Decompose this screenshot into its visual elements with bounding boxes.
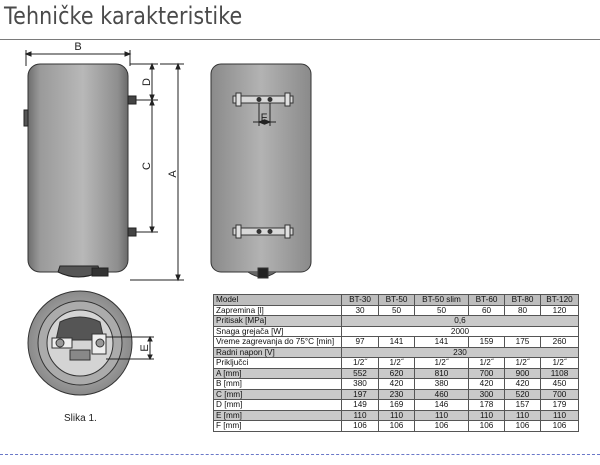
value-cell: 900 bbox=[505, 368, 541, 379]
figure-caption: Slika 1. bbox=[64, 413, 97, 424]
value-cell: 700 bbox=[541, 389, 579, 400]
value-cell: 380 bbox=[415, 379, 469, 390]
dim-label-b: B bbox=[74, 41, 82, 53]
row-label: B [mm] bbox=[214, 379, 342, 390]
value-cell: 146 bbox=[415, 400, 469, 411]
value-cell: 1/2˝ bbox=[415, 358, 469, 369]
table-body bbox=[214, 305, 579, 431]
row-label: Radni napon [V] bbox=[214, 347, 342, 358]
value-cell: 810 bbox=[415, 368, 469, 379]
value-cell: 1108 bbox=[541, 368, 579, 379]
table-row bbox=[214, 421, 579, 432]
value-cell: 1/2˝ bbox=[541, 358, 579, 369]
value-cell: 141 bbox=[415, 337, 469, 348]
value-cell: 157 bbox=[505, 400, 541, 411]
bottom-view bbox=[28, 291, 132, 395]
value-cell: 450 bbox=[541, 379, 579, 390]
value-cell: 50 bbox=[415, 305, 469, 316]
dim-label-e: E bbox=[139, 344, 151, 352]
page-cut-line bbox=[0, 454, 600, 455]
value-cell: 106 bbox=[505, 421, 541, 432]
value-cell: 106 bbox=[469, 421, 505, 432]
merged-value-cell: 2000 bbox=[342, 326, 579, 337]
value-cell: 460 bbox=[415, 389, 469, 400]
dim-label-d: D bbox=[141, 78, 153, 86]
value-cell: 110 bbox=[469, 410, 505, 421]
value-cell: 420 bbox=[505, 379, 541, 390]
table-row bbox=[214, 347, 579, 358]
table-row bbox=[214, 358, 579, 369]
value-cell: 300 bbox=[469, 389, 505, 400]
model-col-header: BT-120 bbox=[541, 295, 579, 306]
value-cell: 159 bbox=[469, 337, 505, 348]
value-cell: 80 bbox=[505, 305, 541, 316]
value-cell: 106 bbox=[541, 421, 579, 432]
dim-label-a: A bbox=[167, 170, 179, 178]
row-label: Priključci bbox=[214, 358, 342, 369]
value-cell: 1/2˝ bbox=[342, 358, 379, 369]
table-row bbox=[214, 389, 579, 400]
model-col-header: BT-50 bbox=[379, 295, 415, 306]
table-row bbox=[214, 368, 579, 379]
side-view bbox=[24, 50, 184, 280]
value-cell: 120 bbox=[541, 305, 579, 316]
value-cell: 620 bbox=[379, 368, 415, 379]
value-cell: 106 bbox=[379, 421, 415, 432]
value-cell: 1/2˝ bbox=[505, 358, 541, 369]
value-cell: 197 bbox=[342, 389, 379, 400]
value-cell: 50 bbox=[379, 305, 415, 316]
value-cell: 149 bbox=[342, 400, 379, 411]
value-cell: 110 bbox=[541, 410, 579, 421]
dim-label-f: F bbox=[260, 112, 268, 124]
value-cell: 230 bbox=[379, 389, 415, 400]
value-cell: 97 bbox=[342, 337, 379, 348]
row-label: Pritisak [MPa] bbox=[214, 316, 342, 327]
table-row bbox=[214, 337, 579, 348]
header-label: Model bbox=[214, 295, 342, 306]
value-cell: 179 bbox=[541, 400, 579, 411]
row-label: Vreme zagrevanja do 75°C [min] bbox=[214, 337, 342, 348]
value-cell: 169 bbox=[379, 400, 415, 411]
dim-label-c: C bbox=[141, 162, 153, 170]
model-col-header: BT-60 bbox=[469, 295, 505, 306]
model-col-header: BT-50 slim bbox=[415, 295, 469, 306]
value-cell: 1/2˝ bbox=[469, 358, 505, 369]
page-title: Tehničke karakteristike bbox=[4, 2, 243, 30]
value-cell: 552 bbox=[342, 368, 379, 379]
merged-value-cell: 0,6 bbox=[342, 316, 579, 327]
value-cell: 1/2˝ bbox=[379, 358, 415, 369]
model-col-header: BT-30 bbox=[342, 295, 379, 306]
table-row bbox=[214, 305, 579, 316]
value-cell: 175 bbox=[505, 337, 541, 348]
value-cell: 420 bbox=[379, 379, 415, 390]
table-row bbox=[214, 316, 579, 327]
value-cell: 106 bbox=[415, 421, 469, 432]
value-cell: 260 bbox=[541, 337, 579, 348]
row-label: Zapremina [l] bbox=[214, 305, 342, 316]
value-cell: 110 bbox=[342, 410, 379, 421]
model-col-header: BT-80 bbox=[505, 295, 541, 306]
row-label: Snaga grejača [W] bbox=[214, 326, 342, 337]
front-view bbox=[211, 64, 311, 278]
merged-value-cell: 230 bbox=[342, 347, 579, 358]
row-label: D [mm] bbox=[214, 400, 342, 411]
table-row bbox=[214, 400, 579, 411]
table-row bbox=[214, 379, 579, 390]
value-cell: 420 bbox=[469, 379, 505, 390]
value-cell: 700 bbox=[469, 368, 505, 379]
row-label: E [mm] bbox=[214, 410, 342, 421]
row-label: F [mm] bbox=[214, 421, 342, 432]
value-cell: 106 bbox=[342, 421, 379, 432]
value-cell: 110 bbox=[505, 410, 541, 421]
value-cell: 110 bbox=[415, 410, 469, 421]
value-cell: 178 bbox=[469, 400, 505, 411]
value-cell: 60 bbox=[469, 305, 505, 316]
value-cell: 380 bbox=[342, 379, 379, 390]
table-row bbox=[214, 326, 579, 337]
specifications-table bbox=[213, 294, 579, 432]
value-cell: 30 bbox=[342, 305, 379, 316]
value-cell: 141 bbox=[379, 337, 415, 348]
value-cell: 110 bbox=[379, 410, 415, 421]
table-header-row bbox=[214, 295, 579, 306]
row-label: A [mm] bbox=[214, 368, 342, 379]
table-row bbox=[214, 410, 579, 421]
row-label: C [mm] bbox=[214, 389, 342, 400]
value-cell: 520 bbox=[505, 389, 541, 400]
